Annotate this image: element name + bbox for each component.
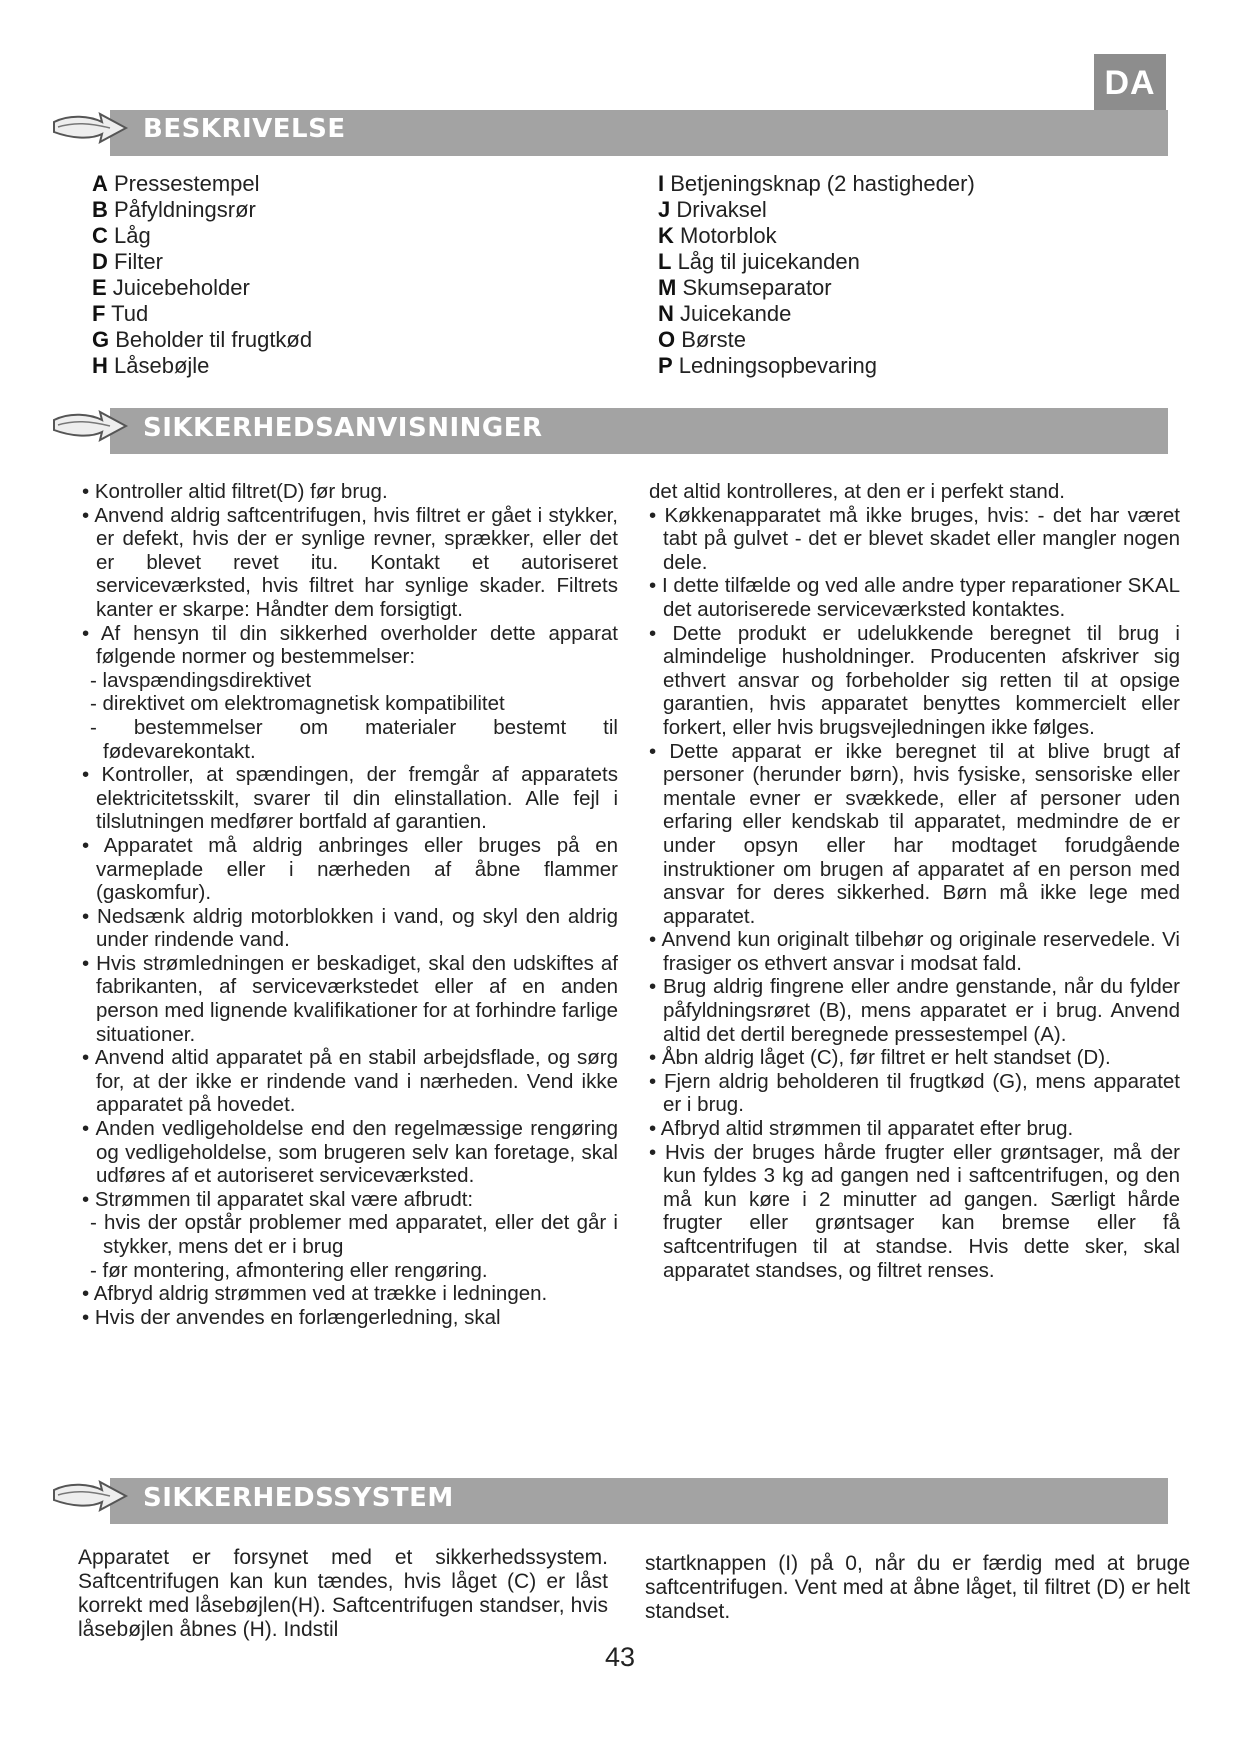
list-item: - lavspændingsdirektivet <box>90 668 312 692</box>
parts-list-left <box>92 171 312 379</box>
list-item: • Anden vedligeholdelse end den regelmæssige rengøring og vedligeholdelse, som brugeren selv kan foretage, skal udføres af et autoriseret serviceværksted. <box>82 1117 618 1188</box>
list-item: • Hvis der bruges hårde frugter eller grøntsager, må der kun fyldes 3 kg ad gangen ned i saftcentrifugen, og den må kun køre i 2 minutter ad gangen. Særligt hårde frugter eller grøntsager kan bremse eller få saftcentrifugen til at standse. Hvis dette sker, skal apparatet standses, og filtret renses. <box>649 1140 1180 1282</box>
page-number: 43 <box>604 1642 636 1672</box>
list-item: F Tud <box>92 301 149 326</box>
list-item: - direktivet om elektromagnetisk kompatibilitet <box>90 692 505 716</box>
list-item: • Af hensyn til din sikkerhed overholder dette apparat følgende normer og bestemmelser: <box>82 621 618 669</box>
section-title-system: SIKKERHEDSSYSTEM <box>143 1483 454 1513</box>
list-item: L Låg til juicekanden <box>658 249 860 274</box>
arrow-icon <box>50 108 130 148</box>
parts-list-right <box>658 171 975 379</box>
safety-column-right <box>645 480 1180 1282</box>
paragraph: Apparatet er forsynet med et sikkerhedssystem. Saftcentrifugen kan kun tændes, hvis låget (C) er låst korrekt med låsebøjlen(H). Saftcentrifugen standser, hvis låsebøjlen åbnes (H). Indstil <box>78 1546 608 1641</box>
arrow-icon <box>50 1476 130 1516</box>
list-item: • Apparatet må aldrig anbringes eller bruges på en varmeplade eller i nærheden af åbne flammer (gaskomfur). <box>82 833 618 905</box>
system-text-right <box>645 1552 1190 1624</box>
list-item: I Betjeningsknap (2 hastigheder) <box>658 171 975 196</box>
list-item: G Beholder til frugtkød <box>92 327 313 352</box>
list-item: • Anvend kun originalt tilbehør og originale reservedele. Vi frasiger os ethvert ansvar i modsat fald. <box>649 928 1180 975</box>
list-item: K Motorblok <box>658 223 777 248</box>
list-item: N Juicekande <box>658 301 792 326</box>
list-item: • Åbn aldrig låget (C), før filtret er helt standset (D). <box>649 1046 1111 1070</box>
safety-column-left <box>78 480 618 1329</box>
list-item: C Låg <box>92 223 151 248</box>
arrow-icon <box>50 406 130 446</box>
section-title-beskrivelse: BESKRIVELSE <box>143 114 346 144</box>
list-item: • I dette tilfælde og ved alle andre typer reparationer SKAL det autoriserede serviceværksted kontaktes. <box>649 574 1180 621</box>
list-item: J Drivaksel <box>658 197 767 222</box>
list-item: • Dette apparat er ikke beregnet til at blive brugt af personer (herunder børn), hvis fysiske, sensoriske eller mentale evner er svækkede, eller af personer uden erfaring eller kendskab til apparatet, medmindre de er under opsyn eller har modtaget forudgående instruktioner om brugen af apparatet af en person med ansvar for deres sikkerhed. Børn må ikke lege med apparatet. <box>649 739 1180 928</box>
system-text-left <box>78 1546 608 1642</box>
list-item: • Hvis der anvendes en forlængerledning, skal <box>82 1305 501 1329</box>
section-title-sikkerhed: SIKKERHEDSANVISNINGER <box>143 413 543 443</box>
list-item: • Strømmen til apparatet skal være afbrudt: <box>82 1187 474 1211</box>
list-item: • Hvis strømledningen er beskadiget, skal den udskiftes af fabrikanten, af serviceværkstedet eller af en anden person med lignende kvalifikationer for at forhindre farlige situationer. <box>82 951 618 1046</box>
list-item: O Børste <box>658 327 747 352</box>
list-item: • Brug aldrig fingrene eller andre genstande, når du fylder påfyldningsrøret (B), mens apparatet er i brug. Anvend altid det dertil beregnede pressestempel (A). <box>649 975 1180 1046</box>
list-item: - før montering, afmontering eller rengøring. <box>90 1258 488 1282</box>
list-item: • Afbryd altid strømmen til apparatet efter brug. <box>649 1117 1074 1141</box>
list-item: - bestemmelser om materialer bestemt til fødevarekontakt. <box>90 715 618 763</box>
language-tab: DA <box>1094 54 1166 112</box>
list-item: • Nedsænk aldrig motorblokken i vand, og skyl den aldrig under rindende vand. <box>82 904 618 952</box>
paragraph: startknappen (I) på 0, når du er færdig med at bruge saftcentrifugen. Vent med at åbne låget, til filtret (D) er helt standset. <box>645 1552 1190 1623</box>
list-item: • Fjern aldrig beholderen til frugtkød (G), mens apparatet er i brug. <box>649 1069 1180 1117</box>
list-item: det altid kontrolleres, at den er i perfekt stand. <box>649 480 1065 503</box>
list-item: • Dette produkt er udelukkende beregnet til brug i almindelige husholdninger. Producenten afskriver sig ethvert ansvar og forbeholder sig retten til at opsige garantien, hvis apparatet benyttes kommercielt eller forkert, eller hvis brugsvejledningen ikke følges. <box>649 621 1180 739</box>
list-item: - hvis der opstår problemer med apparatet, eller det går i stykker, mens det er i brug <box>90 1211 618 1258</box>
list-item: E Juicebeholder <box>92 275 250 300</box>
list-item: • Anvend altid apparatet på en stabil arbejdsflade, og sørg for, at der ikke er rindende vand i nærheden. Vend ikke apparatet på hovedet. <box>82 1046 618 1117</box>
list-item: D Filter <box>92 249 163 274</box>
list-item: P Ledningsopbevaring <box>658 353 877 378</box>
list-item: • Kontroller altid filtret(D) før brug. <box>82 480 388 503</box>
list-item: B Påfyldningsrør <box>92 197 256 222</box>
list-item: A Pressestempel <box>92 171 260 196</box>
list-item: • Kontroller, at spændingen, der fremgår af apparatets elektricitetsskilt, svarer til din elinstallation. Alle fejl i tilslutningen medfører bortfald af garantien. <box>82 763 618 834</box>
list-item: • Anvend aldrig saftcentrifugen, hvis filtret er gået i stykker, er defekt, hvis der er synlige revner, sprækker, eller det er blevet revet itu. Kontakt et autoriseret serviceværksted, hvis filtret har synlige skader. Filtrets kanter er skarpe: Håndter dem forsigtigt. <box>82 503 618 621</box>
list-item: • Køkkenapparatet må ikke bruges, hvis: - det har været tabt på gulvet - det er blevet skadet eller mangler nogen dele. <box>649 503 1180 574</box>
list-item: H Låsebøjle <box>92 353 210 378</box>
list-item: • Afbryd aldrig strømmen ved at trække i ledningen. <box>82 1282 548 1306</box>
list-item: M Skumseparator <box>658 275 832 300</box>
